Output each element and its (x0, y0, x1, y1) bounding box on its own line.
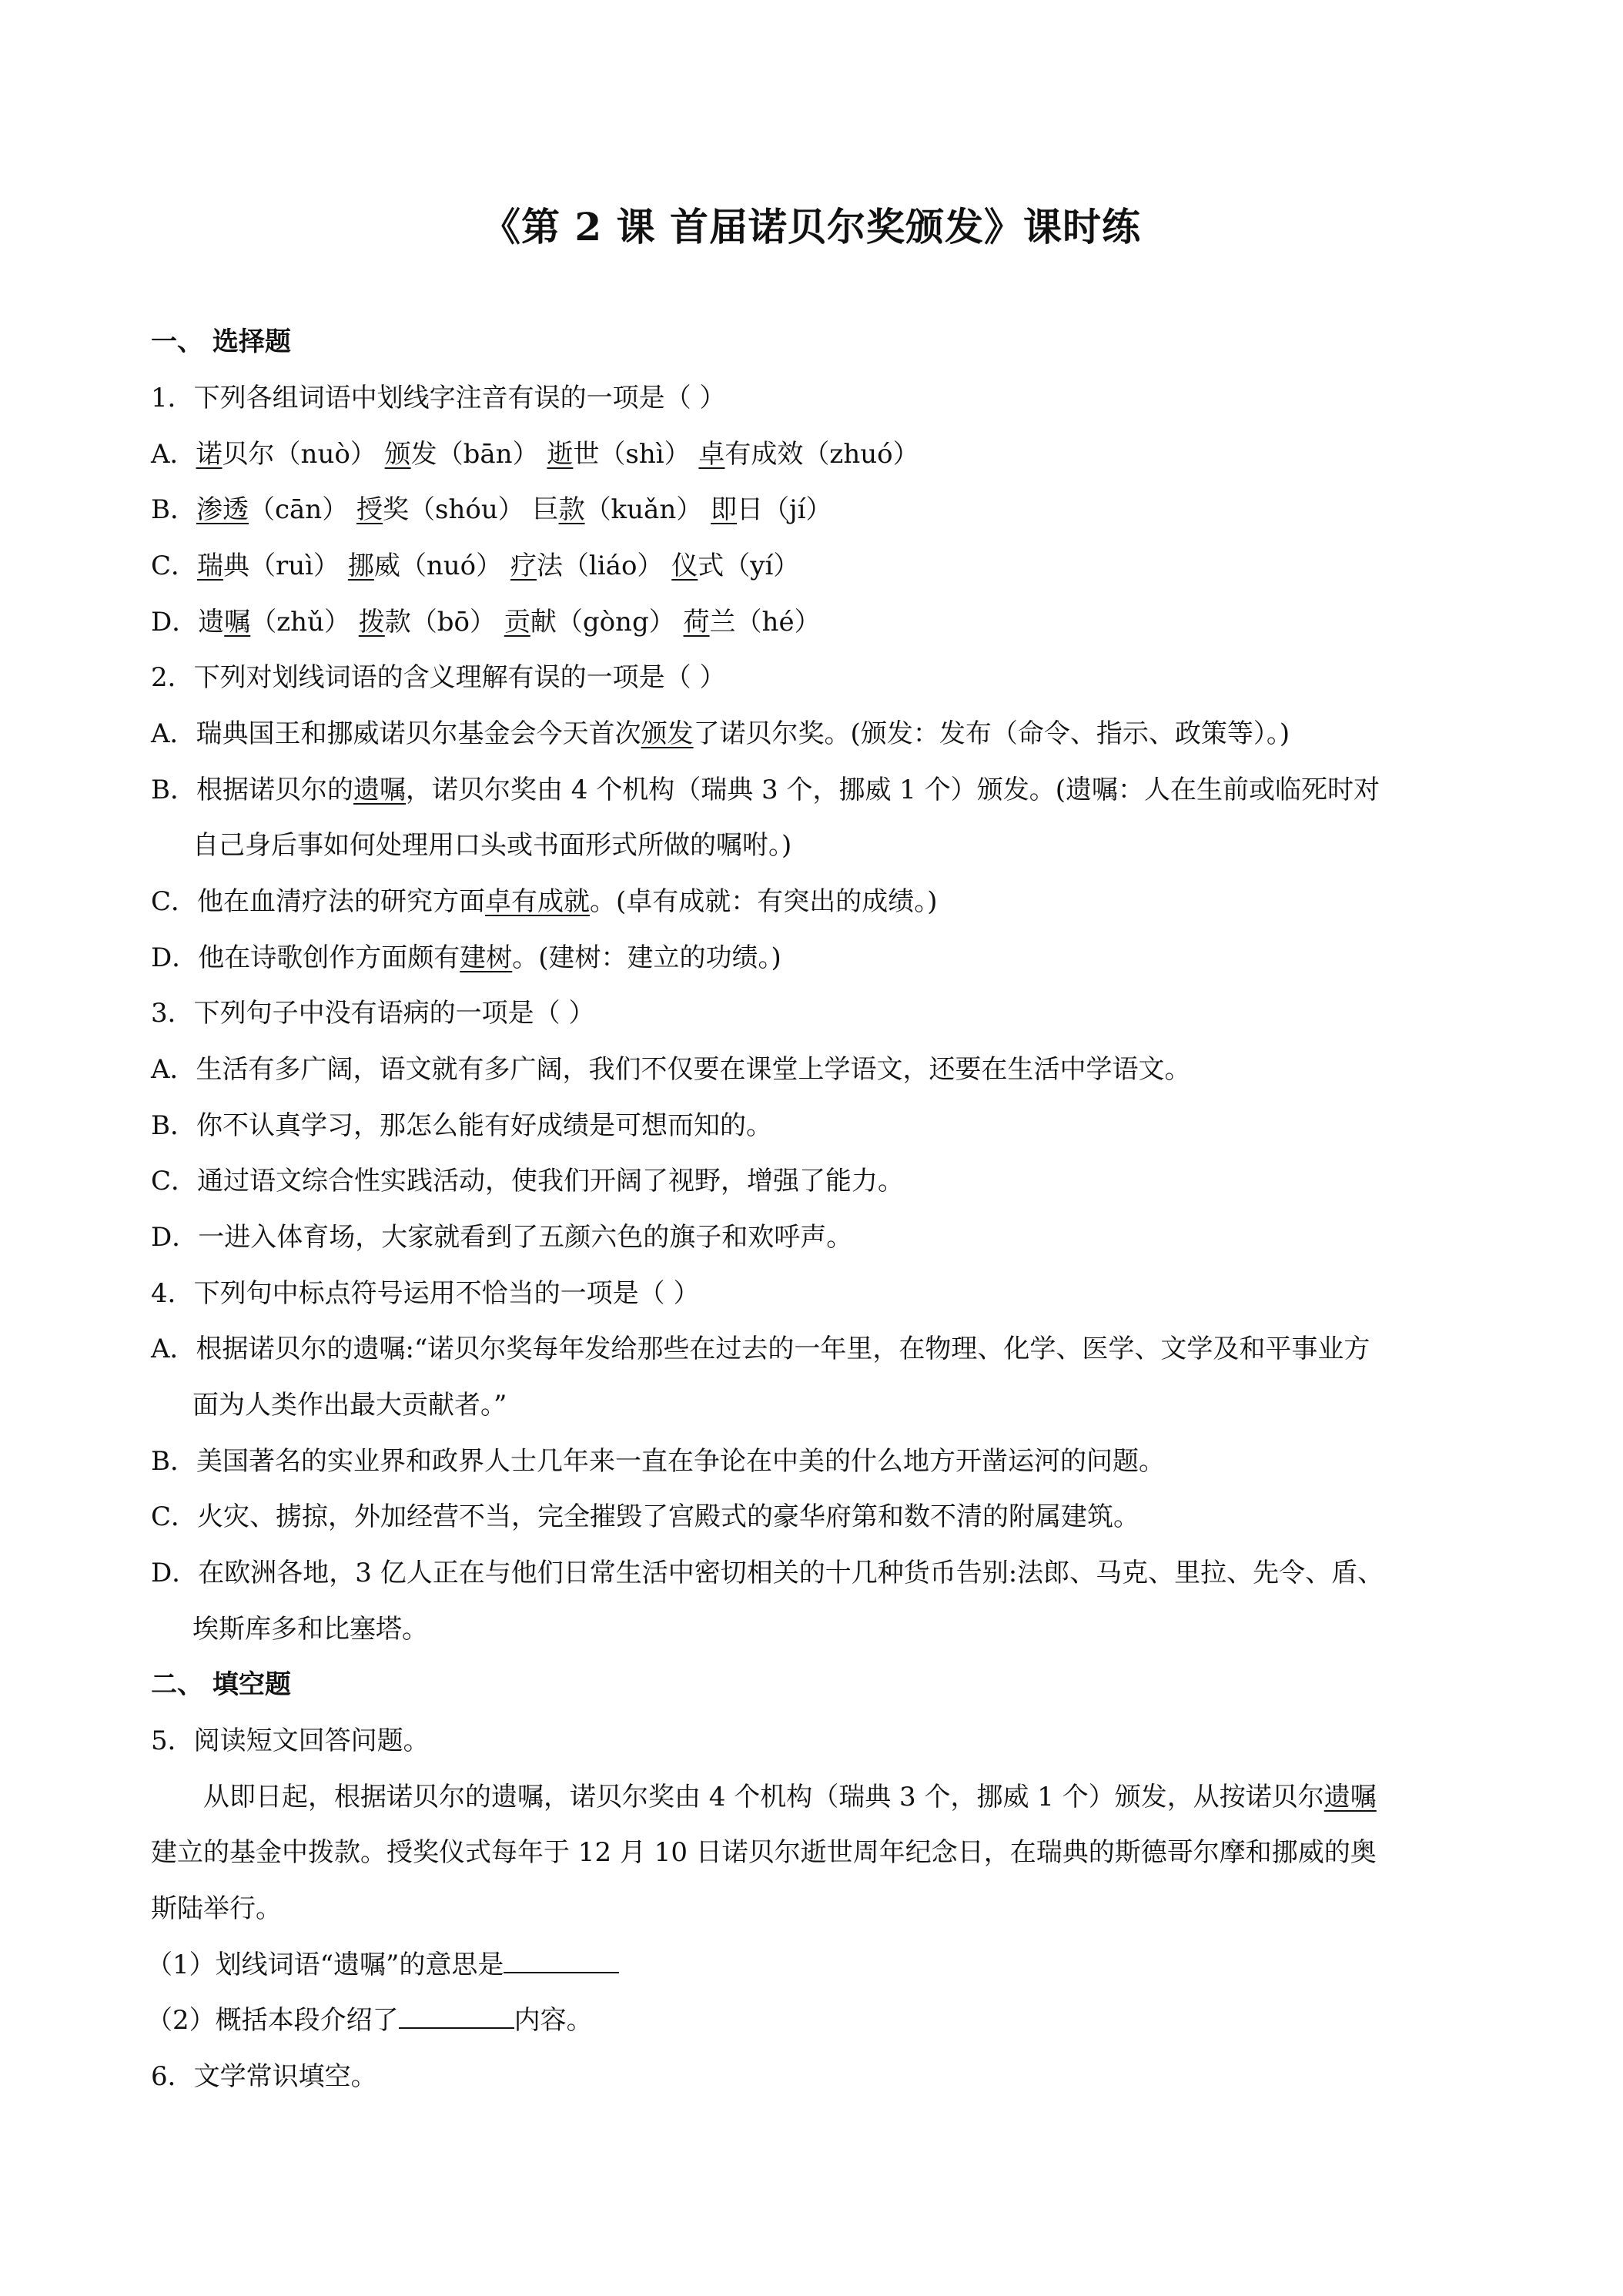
question-1-stem: 1．下列各组词语中划线字注音有误的一项是（ ） (151, 383, 726, 413)
question-3-stem: 3．下列句子中没有语病的一项是（ ） (151, 998, 595, 1029)
section-heading-fill: 二、 填空题 (151, 1669, 291, 1700)
question-5-sub-2: （2）概括本段介绍了 内容。 (146, 2005, 593, 2036)
question-4-option-d: D．在欧洲各地，3 亿人正在与他们日常生活中密切相关的十几种货币告别:法郎、马克、里拉、先令、盾、 (151, 1558, 1384, 1588)
question-1-option-a: A．诺贝尔（nuò） 颁发（bān） 逝世（shì） 卓有成效（zhuó） (151, 439, 919, 470)
question-3-option-b: B．你不认真学习，那怎么能有好成绩是可想而知的。 (151, 1110, 772, 1141)
question-3-option-c: C．通过语文综合性实践活动，使我们开阔了视野，增强了能力。 (151, 1166, 905, 1197)
section-heading-choice: 一、 选择题 (151, 326, 291, 357)
passage-line-3: 斯陆举行。 (151, 1893, 282, 1924)
question-5-sub-1: （1）划线词语“遗嘱”的意思是 (146, 1948, 619, 1982)
page-title: 《第 2 课 首届诺贝尔奖颁发》课时练 (481, 204, 1141, 249)
question-2-option-a: A．瑞典国王和挪威诺贝尔基金会今天首次颁发了诺贝尔奖。(颁发：发布（命令、指示、政策等）。) (151, 718, 1290, 749)
question-1-option-b: B．渗透（cān） 授奖（shóu） 巨款（kuǎn） 即日（jí） (151, 494, 832, 525)
question-4-option-d-continued: 埃斯库多和比塞塔。 (192, 1614, 428, 1645)
question-1-option-d: D．遗嘱（zhǔ） 拨款（bō） 贡献（gòng） 荷兰（hé） (151, 607, 821, 638)
question-2-option-b-continued: 自己身后事如何处理用口头或书面形式所做的嘱咐。) (192, 830, 792, 861)
question-2-stem: 2．下列对划线词语的含义理解有误的一项是（ ） (151, 662, 726, 693)
question-3-option-d: D．一进入体育场，大家就看到了五颜六色的旗子和欢呼声。 (151, 1222, 853, 1253)
question-4-option-a: A．根据诺贝尔的遗嘱:“诺贝尔奖每年发给那些在过去的一年里，在物理、化学、医学、文学及和平事业方 (151, 1334, 1370, 1364)
question-2-option-d: D．他在诗歌创作方面颇有建树。(建树：建立的功绩。) (151, 942, 781, 973)
question-6-stem: 6．文学常识填空。 (151, 2061, 377, 2092)
answer-blank[interactable] (504, 1949, 619, 1973)
passage-line-1: 从即日起，根据诺贝尔的遗嘱，诺贝尔奖由 4 个机构（瑞典 3 个，挪威 1 个）颁发，从按诺贝尔遗嘱 (203, 1782, 1377, 1812)
question-3-option-a: A．生活有多广阔，语文就有多广阔，我们不仅要在课堂上学语文，还要在生活中学语文。 (151, 1054, 1191, 1085)
question-5-stem: 5．阅读短文回答问题。 (151, 1725, 430, 1756)
question-4-stem: 4．下列句中标点符号运用不恰当的一项是（ ） (151, 1278, 700, 1309)
passage-line-2: 建立的基金中拨款。授奖仪式每年于 12 月 10 日诺贝尔逝世周年纪念日，在瑞典的斯德哥尔摩和挪威的奥 (151, 1837, 1377, 1868)
question-4-option-c: C．火灾、掳掠，外加经营不当，完全摧毁了宫殿式的豪华府第和数不清的附属建筑。 (151, 1501, 1140, 1532)
question-2-option-b: B．根据诺贝尔的遗嘱，诺贝尔奖由 4 个机构（瑞典 3 个，挪威 1 个）颁发。(遗嘱：人在生前或临死时对 (151, 775, 1380, 805)
question-1-option-c: C．瑞典（ruì） 挪威（nuó） 疗法（liáo） 仪式（yí） (151, 551, 800, 581)
question-4-option-a-continued: 面为人类作出最大贡献者。” (192, 1390, 507, 1421)
question-2-option-c: C．他在血清疗法的研究方面卓有成就。(卓有成就：有突出的成绩。) (151, 886, 938, 917)
question-4-option-b: B．美国著名的实业界和政界人士几年来一直在争论在中美的什么地方开凿运河的问题。 (151, 1446, 1165, 1477)
answer-blank[interactable] (399, 2004, 514, 2029)
